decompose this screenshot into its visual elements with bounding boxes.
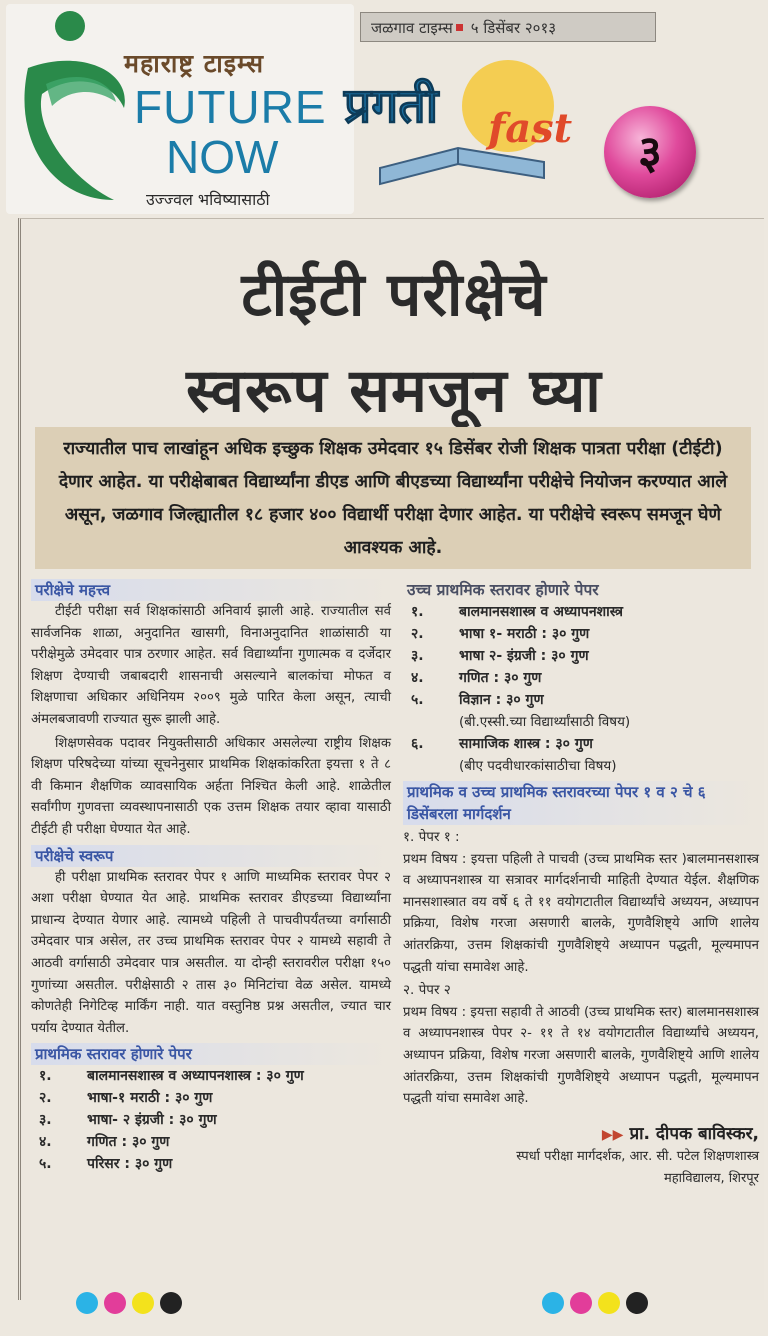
headline-line-1: टीईटी परीक्षेचे	[241, 260, 547, 330]
author-name: प्रा. दीपक बाविस्कर,	[629, 1123, 759, 1144]
cyan-dot-icon	[542, 1292, 564, 1314]
edition-name: जळगाव टाइम्स	[371, 19, 453, 37]
primary-papers-list	[31, 1065, 391, 1175]
list-item	[31, 1131, 391, 1153]
paper-1-label: १. पेपर १ :	[403, 829, 460, 845]
headline-line-2: स्वरूप समजून घ्या	[186, 356, 602, 426]
registration-marks-left	[76, 1292, 182, 1314]
list-item-text: गणित : ३० गुण	[459, 670, 542, 686]
black-dot-icon	[160, 1292, 182, 1314]
dateline	[360, 12, 656, 42]
list-item-text: परिसर : ३० गुण	[87, 1156, 173, 1173]
left-column	[31, 575, 391, 1175]
brand-future: FUTURE	[134, 81, 327, 133]
future-now-logo-icon	[12, 10, 142, 210]
list-item-number: १.	[411, 604, 424, 620]
list-item	[403, 689, 759, 733]
list-item	[31, 1065, 391, 1087]
list-item-note: (बीए पदवीधारकांसाठीचा विषय)	[459, 758, 617, 774]
list-item-number: ४.	[411, 670, 424, 686]
importance-paragraph-1: टीईटी परीक्षा सर्व शिक्षकांसाठी अनिवार्य झाली आहे. राज्यातील सर्व सार्वजनिक शाळा, अनुदानित खासगी, विनाअनुदानित शाळांसाठी या परीक्षेमुळे उमेदवार पात्र ठरणार आहेत. सर्व विद्यार्थ्यांना गुणात्मक व दर्जेदार शिक्षण देण्याची जबाबदारी शासनाची असल्याने बालकांचा मोफत व शिक्षणाचा अधिकार अधिनियम २००९ मुळे पारित केला असून, त्याची अंमलबजावणी राज्यात सुरू झाली आहे.	[31, 604, 391, 727]
list-item-text: बालमानसशास्त्र व अध्यापनशास्त्र	[459, 604, 623, 620]
black-dot-icon	[626, 1292, 648, 1314]
list-item-text: भाषा २- इंग्रजी : ३० गुण	[459, 648, 589, 664]
list-item-number: २.	[411, 626, 424, 642]
list-item-note: (बी.एस्सी.च्या विद्यार्थ्यांसाठी विषय)	[459, 714, 631, 730]
list-item-text: सामाजिक शास्त्र : ३० गुण	[459, 736, 593, 752]
primary-papers-heading: प्राथमिक स्तरावर होणारे पेपर	[31, 1043, 391, 1065]
brand-now: NOW	[166, 131, 279, 183]
list-item	[403, 645, 759, 667]
format-heading: परीक्षेचे स्वरूप	[31, 845, 391, 867]
issue-date: ५ डिसेंबर २०१३	[470, 19, 557, 37]
list-item-text: बालमानसशास्त्र व अध्यापनशास्त्र : ३० गुण	[87, 1068, 304, 1085]
list-item-number: ३.	[39, 1112, 52, 1129]
list-item-number: ५.	[39, 1156, 52, 1173]
registration-marks-right	[542, 1292, 648, 1314]
list-item-number: ४.	[39, 1134, 52, 1151]
magenta-dot-icon	[104, 1292, 126, 1314]
upper-papers-heading: उच्च प्राथमिक स्तरावर होणारे पेपर	[407, 581, 599, 599]
list-item-number: ५.	[411, 692, 424, 708]
author-name-line	[403, 1124, 759, 1147]
list-item-text: विज्ञान : ३० गुण	[459, 692, 544, 708]
newspaper-name: महाराष्ट्र टाइम्स	[124, 49, 265, 78]
list-item	[403, 623, 759, 645]
list-item	[403, 733, 759, 777]
right-column	[403, 575, 759, 1190]
list-item-number: २.	[39, 1090, 52, 1107]
yellow-dot-icon	[598, 1292, 620, 1314]
section-banner	[340, 50, 590, 210]
brand-tagline: उज्ज्वल भविष्यासाठी	[146, 190, 270, 209]
yellow-dot-icon	[132, 1292, 154, 1314]
brand-panel	[6, 4, 354, 214]
cyan-dot-icon	[76, 1292, 98, 1314]
list-item-number: ६.	[411, 736, 424, 752]
magenta-dot-icon	[570, 1292, 592, 1314]
list-item	[403, 667, 759, 689]
importance-paragraph-2: शिक्षणसेवक पदावर नियुक्तीसाठी अधिकार असलेल्या राष्ट्रीय शिक्षक शिक्षण परिषदेच्या यांच्या सूचनेनुसार प्राथमिक शिक्षकांकरिता इयत्ता १ ते ८ वी किमान शैक्षणिक व्यावसायिक अर्हता निश्चित केली आहे. शाळेतील सर्वांगीण गुणवत्ता व्यवस्थापनासाठी एक उत्तम शिक्षक तयार व्हावा यासाठी टीईटी ही परीक्षा घेण्यात येत आहे.	[31, 735, 391, 837]
section-word-pragati: प्रगती	[344, 78, 439, 134]
list-item-text: भाषा-१ मराठी : ३० गुण	[87, 1090, 213, 1107]
paper-1-text: प्रथम विषय : इयत्ता पहिली ते पाचवी (उच्च प्राथमिक स्तर )बालमानसशास्त्र व अध्यापनशास्त्र या सत्रावर मार्गदर्शनाची माहिती देण्यात येईल. शैक्षणिक मानसशास्त्रात वय वर्षे ६ ते ११ वयोगटातील विद्यार्थ्यांचे अध्ययन, अध्यापन प्रक्रिया, विशेष गरजा असणारी बालके, गुणवैशिष्ट्ये आणि शालेय आंतरक्रिया, उत्तम शिक्षकांची गुणवैशिष्ट्ये अध्यापन पद्धती, मूल्यमापन पद्धती यांचा समावेश आहे.	[403, 851, 759, 975]
page-header	[0, 0, 768, 218]
guidance-heading: प्राथमिक व उच्च प्राथमिक स्तरावरच्या पेपर १ व २ चे ६ डिसेंबरला मार्गदर्शन	[403, 781, 759, 825]
format-paragraph: ही परीक्षा प्राथमिक स्तरावर पेपर १ आणि माध्यमिक स्तरावर पेपर २ अशा परीक्षा घेण्यात येत आहे. प्राथमिक स्तरावर डीएडच्या विद्यार्थ्यांना प्राधान्य देण्यात येणार आहे. त्यामध्ये पहिली ते पाचवीपर्यंतच्या वर्गासाठी उमेदवार पात्र असेल, तर उच्च प्राथमिक स्तरावर पेपर २ यामध्ये सहावी ते आठवी वर्गासाठी उमेदवार पात्र असतील. या दोन्ही स्तरावरील परीक्षा १५० गुणांच्या असतील. परीक्षेसाठी २ तास ३० मिनिटांचा वेळ असेल. यामध्ये कोणतेही निगेटिव्ह मार्किंग नाही. यात वस्तुनिष्ठ प्रश्न असतील, ज्यात चार पर्याय देण्यात येतील.	[31, 869, 391, 1036]
article	[18, 218, 764, 1300]
section-word-fast: fast	[488, 105, 573, 152]
author-designation-1: स्पर्धा परीक्षा मार्गदर्शक, आर. सी. पटेल शिक्षणशास्त्र	[516, 1149, 759, 1165]
list-item	[31, 1087, 391, 1109]
paper-2-text: प्रथम विषय : इयत्ता सहावी ते आठवी (उच्च प्राथमिक स्तर) बालमानसशास्त्र व अध्यापनशास्त्र पेपर २- ११ ते १४ वयोगटातील विद्यार्थ्यांचे अध्ययन, अध्यापन प्रक्रिया, विशेष गरजा असणारी बालके, गुणवैशिष्ट्ये आणि शालेय आंतरक्रिया, उत्तम शिक्षकांची गुणवैशिष्ट्ये अध्यापन पद्धती, मूल्यमापन पद्धती यांचा समावेश आहे.	[403, 1004, 759, 1107]
page-number-badge: ३	[604, 106, 696, 198]
list-item	[31, 1153, 391, 1175]
list-item	[403, 601, 759, 623]
author-designation-2: महाविद्यालय, शिरपूर	[663, 1171, 759, 1187]
importance-heading: परीक्षेचे महत्त्व	[31, 579, 391, 601]
list-item-text: गणित : ३० गुण	[87, 1134, 170, 1151]
list-item-number: १.	[39, 1068, 52, 1085]
list-item-text: भाषा- २ इंग्रजी : ३० गुण	[87, 1112, 217, 1129]
article-intro: राज्यातील पाच लाखांहून अधिक इच्छुक शिक्षक उमेदवार १५ डिसेंबर रोजी शिक्षक पात्रता परीक्षा (टीईटी) देणार आहेत. या परीक्षेबाबत विद्यार्थ्यांना डीएड आणि बीएडच्या विद्यार्थ्यांना परीक्षेचे नियोजन करण्यात आले असून, जळगाव जिल्ह्यातील १८ हजार ४०० विद्यार्थी परीक्षा देणार आहेत. या परीक्षेचे स्वरूप समजून घेणे आवश्यक आहे.	[35, 427, 751, 569]
paper-2-label: २. पेपर २	[403, 982, 451, 999]
list-item	[31, 1109, 391, 1131]
list-item-number: ३.	[411, 648, 424, 664]
list-item-text: भाषा १- मराठी : ३० गुण	[459, 626, 590, 642]
separator-square-icon	[456, 24, 463, 31]
double-arrow-icon: ▶▶	[601, 1126, 624, 1143]
author-block	[403, 1124, 759, 1191]
upper-papers-list	[403, 601, 759, 777]
